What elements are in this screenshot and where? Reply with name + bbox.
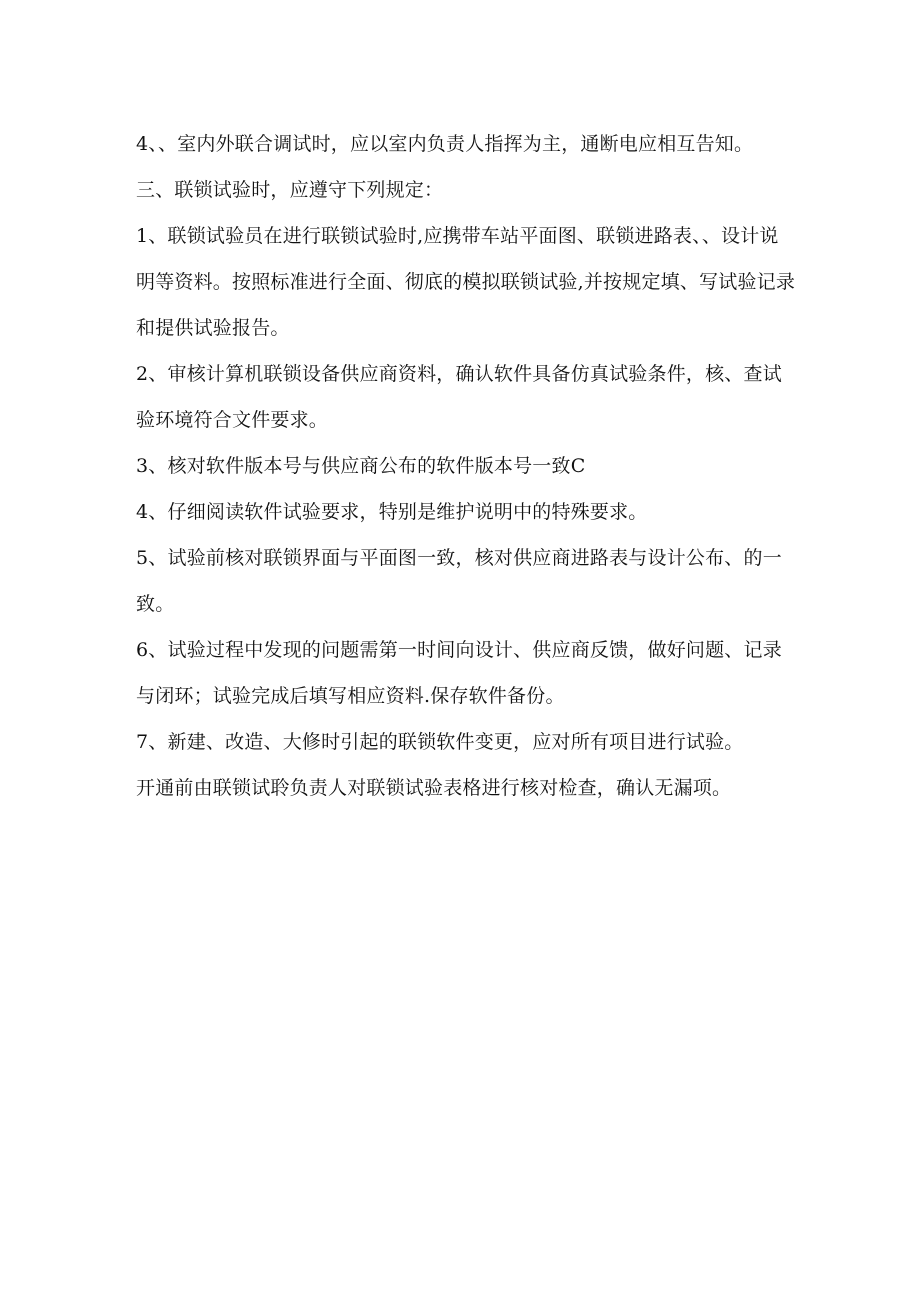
paragraph-indoor-outdoor-debug: 4、、室内外联合调试时，应以室内负责人指挥为主，通断电应相互告知。 bbox=[136, 133, 754, 155]
paragraph-rule-7: 7、新建、改造、大修时引起的联锁软件变更，应对所有项目进行试验。 bbox=[136, 731, 744, 753]
paragraph-opening-check: 开通前由联锁试聆负责人对联锁试验表格进行核对检查，确认无漏项。 bbox=[136, 777, 732, 799]
paragraph-rule-1: 1、联锁试验员在进行联锁试验时,应携带车站平面图、联锁进路表、、设计说明等资料。按照标准进行全面、彻底的模拟联锁试验,并按规定填、写试验记录和提供试验报告。 bbox=[136, 225, 796, 339]
document-body bbox=[136, 121, 796, 811]
section-heading-interlocking-test: 三、联锁试验时，应遵守下列规定： bbox=[136, 179, 444, 201]
paragraph-rule-3: 3、核对软件版本号与供应商公布的软件版本号一致C bbox=[136, 455, 586, 477]
paragraph-rule-6: 6、试验过程中发现的问题需第一时间向设计、供应商反馈，做好问题、记录与闭环；试验完成后填写相应资料.保存软件备份。 bbox=[136, 639, 782, 707]
paragraph-rule-2: 2、审核计算机联锁设备供应商资料，确认软件具备仿真试验条件，核、查试验环境符合文件要求。 bbox=[136, 363, 782, 431]
paragraph-rule-5: 5、试验前核对联锁界面与平面图一致，核对供应商进路表与设计公布、的一致。 bbox=[136, 547, 782, 615]
paragraph-rule-4: 4、仔细阅读软件试验要求，特别是维护说明中的特殊要求。 bbox=[136, 501, 648, 523]
